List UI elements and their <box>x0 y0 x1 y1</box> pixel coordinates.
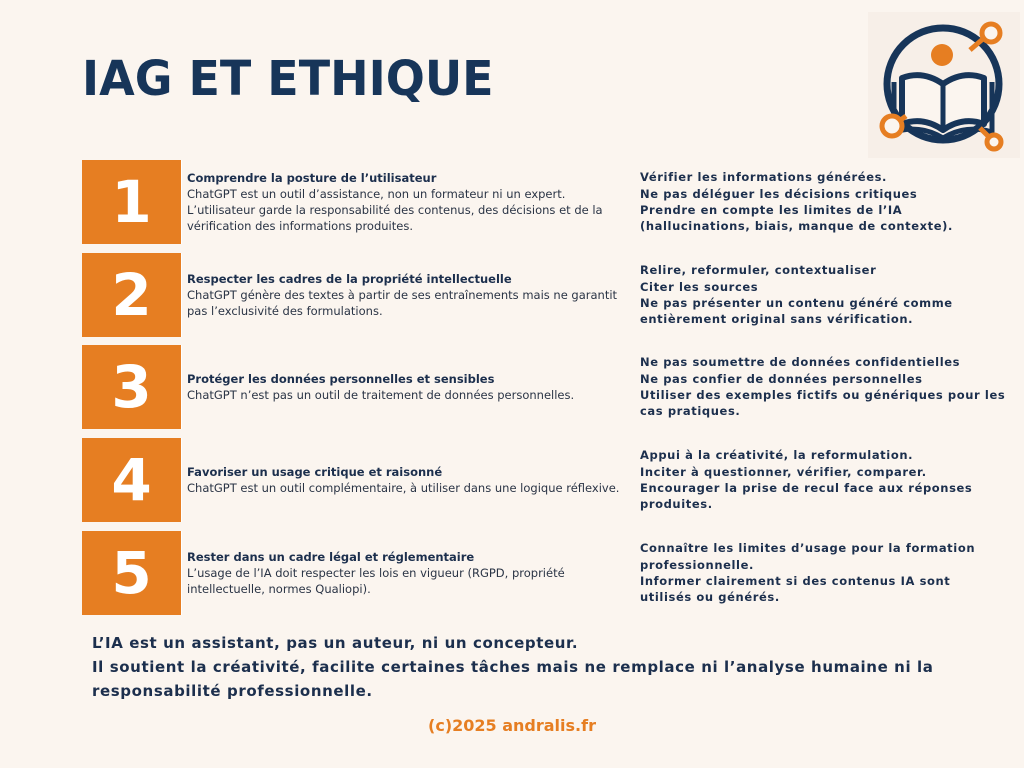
action-line: utilisés ou générés. <box>640 590 780 605</box>
action-line: Ne pas déléguer les décisions critiques <box>640 186 918 201</box>
ethics-item-1 <box>82 160 1022 244</box>
conclusion-text <box>92 631 992 703</box>
ethics-item-3 <box>82 345 1022 429</box>
ethics-item-4 <box>82 438 1022 522</box>
item-number: 1 <box>82 160 182 244</box>
page-title: IAG ET ETHIQUE <box>82 50 494 107</box>
conclusion-line: L’IA est un assistant, pas un auteur, ni un concepteur. <box>92 634 579 652</box>
action-line: Inciter à questionner, vérifier, comparer. <box>640 464 927 479</box>
item-body: ChatGPT est un outil complémentaire, à utiliser dans une logique réflexive. <box>187 481 620 495</box>
action-line: Ne pas confier de données personnelles <box>640 371 923 386</box>
action-line: professionnelle. <box>640 557 754 572</box>
item-description <box>187 253 637 337</box>
item-description <box>187 531 637 615</box>
item-number: 4 <box>82 438 182 522</box>
item-number: 5 <box>82 531 182 615</box>
action-line: Relire, reformuler, contextualiser <box>640 263 877 278</box>
item-number: 3 <box>82 345 182 429</box>
item-heading: Comprendre la posture de l’utilisateur <box>187 171 437 185</box>
action-line: Appui à la créativité, la reformulation. <box>640 448 914 463</box>
action-line: Ne pas soumettre de données confidentielles <box>640 355 961 370</box>
action-line: Utiliser des exemples fictifs ou génériques pour les <box>640 388 1006 402</box>
item-heading: Favoriser un usage critique et raisonné <box>187 465 443 479</box>
item-description <box>187 345 637 429</box>
action-line: Informer clairement si des contenus IA sont <box>640 574 951 588</box>
action-line: Vérifier les informations générées. <box>640 170 888 185</box>
item-heading: Respecter les cadres de la propriété intellectuelle <box>187 272 512 286</box>
conclusion-line: Il soutient la créativité, facilite certaines tâches mais ne remplace ni l’analyse humaine ni la <box>92 658 934 676</box>
item-description <box>187 160 637 244</box>
action-line: produites. <box>640 497 713 512</box>
action-line: Connaître les limites d’usage pour la formation <box>640 541 976 556</box>
action-line: Prendre en compte les limites de l’IA <box>640 203 903 217</box>
item-actions <box>640 253 1020 337</box>
item-description <box>187 438 637 522</box>
item-actions <box>640 531 1020 615</box>
copyright-footer: (c)2025 andralis.fr <box>428 716 596 735</box>
item-body: ChatGPT génère des textes à partir de ses entraînements mais ne garantit pas l’exclusivité des formulations. <box>187 288 618 318</box>
conclusion-line: responsabilité professionnelle. <box>92 682 373 700</box>
ethics-item-5 <box>82 531 1022 615</box>
item-heading: Protéger les données personnelles et sensibles <box>187 372 495 386</box>
item-number: 2 <box>82 253 182 337</box>
action-line: entièrement original sans vérification. <box>640 312 914 327</box>
item-actions <box>640 160 1020 244</box>
item-body: ChatGPT est un outil d’assistance, non un formateur ni un expert. L’utilisateur garde la responsabilité des contenus, des décisions et de la vérification des informations produites. <box>187 187 603 233</box>
action-line: Ne pas présenter un contenu généré comme <box>640 296 953 310</box>
logo <box>868 12 1020 158</box>
action-line: Citer les sources <box>640 279 759 294</box>
action-line: (hallucinations, biais, manque de contexte). <box>640 219 953 234</box>
ethics-item-2 <box>82 253 1022 337</box>
item-body: ChatGPT n’est pas un outil de traitement de données personnelles. <box>187 388 575 402</box>
action-line: cas pratiques. <box>640 404 741 419</box>
item-actions <box>640 438 1020 522</box>
item-body: L’usage de l’IA doit respecter les lois en vigueur (RGPD, propriété intellectuelle, normes Qualiopi). <box>187 566 565 596</box>
person-reading-book-network-icon <box>868 12 1020 158</box>
item-heading: Rester dans un cadre légal et réglementaire <box>187 550 475 564</box>
item-actions <box>640 345 1020 429</box>
action-line: Encourager la prise de recul face aux réponses <box>640 481 973 495</box>
